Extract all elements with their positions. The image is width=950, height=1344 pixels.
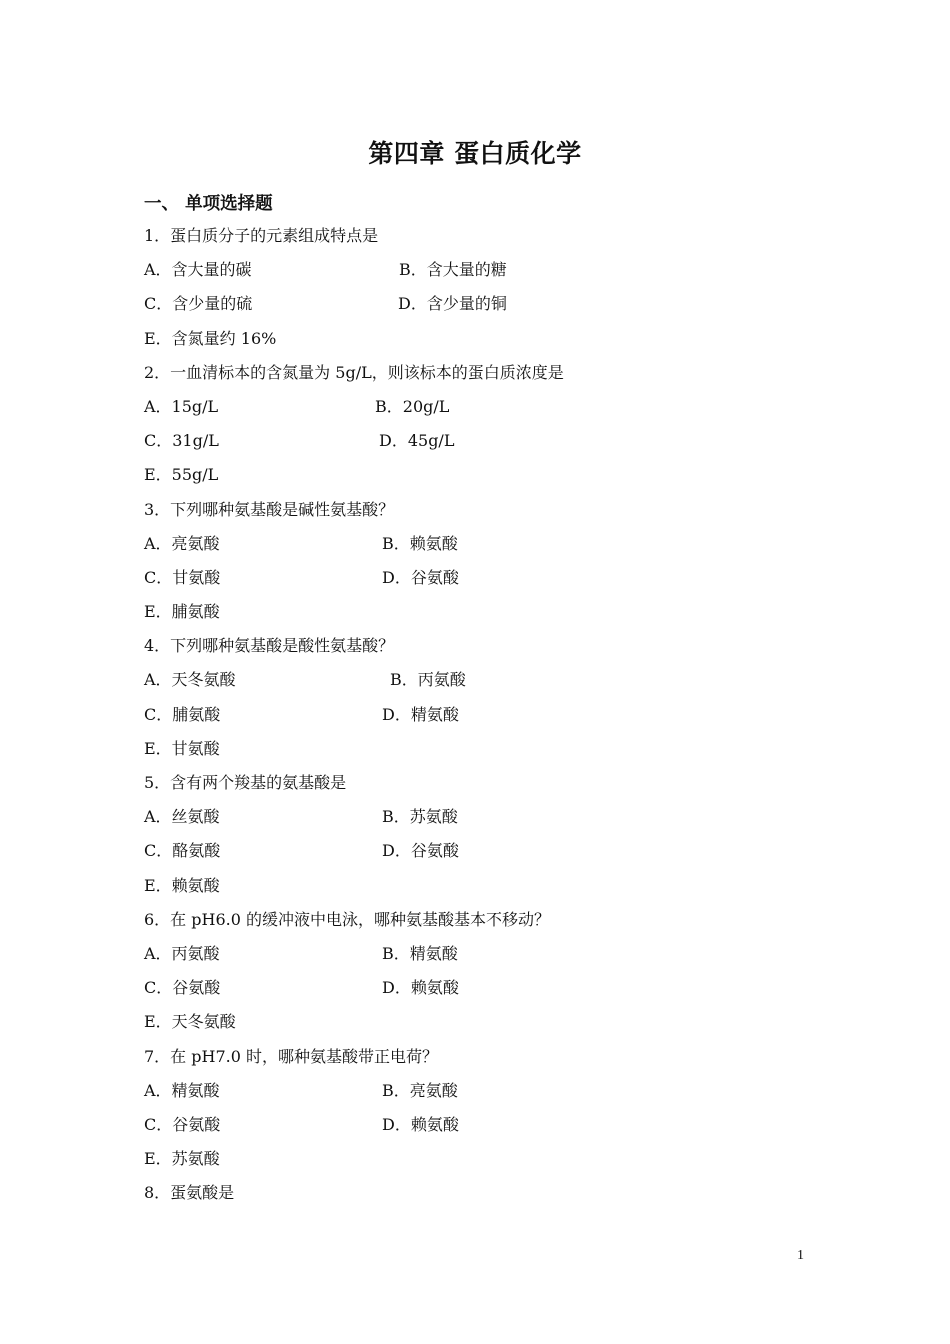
option-text: A．亮氨酸 <box>144 533 220 553</box>
option-text: A．精氨酸 <box>144 1080 220 1100</box>
option-text: B．20g/L <box>375 396 450 416</box>
question-stem <box>144 1047 844 1081</box>
option-text: E．55g/L <box>144 465 219 485</box>
question-list <box>144 226 844 1217</box>
option-text: A．丝氨酸 <box>144 807 220 827</box>
question-stem <box>144 500 844 534</box>
option-row <box>144 670 844 704</box>
option-text: C．谷氨酸 <box>144 1114 221 1134</box>
option-text: B．丙氨酸 <box>390 670 466 690</box>
option-row <box>144 705 844 739</box>
option-row <box>144 329 844 363</box>
question-text: 5．含有两个羧基的氨基酸是 <box>144 773 347 792</box>
question-stem <box>144 773 844 807</box>
option-text: E．赖氨酸 <box>144 875 220 895</box>
option-row <box>144 876 844 910</box>
option-text: C．谷氨酸 <box>144 978 221 998</box>
question-text: 7．在 pH7.0 时，哪种氨基酸带正电荷？ <box>144 1046 438 1066</box>
option-text: D．精氨酸 <box>382 704 459 724</box>
option-text: B．苏氨酸 <box>382 807 458 827</box>
page-number: 1 <box>797 1248 804 1263</box>
option-text: E．含氮量约 16% <box>144 328 277 348</box>
option-row <box>144 739 844 773</box>
question-stem <box>144 1183 844 1217</box>
question-text: 8．蛋氨酸是 <box>144 1183 235 1203</box>
option-text: D．赖氨酸 <box>382 1114 459 1134</box>
option-text: B．亮氨酸 <box>382 1080 458 1100</box>
question-text: 2．一血清标本的含氮量为 5g/L，则该标本的蛋白质浓度是 <box>144 362 564 382</box>
option-row <box>144 1012 844 1046</box>
option-text: D．45g/L <box>379 431 455 451</box>
section-heading: 一、 单项选择题 <box>144 194 273 214</box>
question-text: 4．下列哪种氨基酸是酸性氨基酸？ <box>144 636 395 656</box>
option-row <box>144 1115 844 1149</box>
option-text: B．含大量的糖 <box>399 260 507 280</box>
option-text: D．谷氨酸 <box>382 567 459 587</box>
option-row <box>144 1149 844 1183</box>
option-text: C．含少量的硫 <box>144 294 253 314</box>
option-text: D．赖氨酸 <box>382 978 459 998</box>
option-text: C．酪氨酸 <box>144 841 221 861</box>
question-stem <box>144 636 844 670</box>
option-row <box>144 568 844 602</box>
option-text: C．甘氨酸 <box>144 567 221 587</box>
option-text: C．31g/L <box>144 431 219 451</box>
option-text: D．含少量的铜 <box>398 294 507 314</box>
question-text: 6．在 pH6.0 的缓冲液中电泳，哪种氨基酸基本不移动？ <box>144 909 550 929</box>
option-text: E．天冬氨酸 <box>144 1012 236 1032</box>
option-row <box>144 841 844 875</box>
option-row <box>144 431 844 465</box>
option-text: C．脯氨酸 <box>144 704 221 724</box>
option-row <box>144 534 844 568</box>
option-row <box>144 465 844 499</box>
question-stem <box>144 910 844 944</box>
question-stem <box>144 363 844 397</box>
option-text: E．苏氨酸 <box>144 1149 220 1169</box>
option-row <box>144 397 844 431</box>
option-row <box>144 602 844 636</box>
option-row <box>144 978 844 1012</box>
question-text: 1．蛋白质分子的元素组成特点是 <box>144 226 379 245</box>
option-text: A．含大量的碳 <box>144 260 252 280</box>
option-text: E．脯氨酸 <box>144 602 220 622</box>
question-stem <box>144 226 844 260</box>
option-row <box>144 1081 844 1115</box>
option-text: D．谷氨酸 <box>382 841 459 861</box>
chapter-title: 第四章 蛋白质化学 <box>368 139 582 168</box>
option-row <box>144 807 844 841</box>
option-text: E．甘氨酸 <box>144 738 220 758</box>
option-row <box>144 260 844 294</box>
option-text: A．丙氨酸 <box>144 943 220 963</box>
option-text: A．天冬氨酸 <box>144 670 236 690</box>
question-text: 3．下列哪种氨基酸是碱性氨基酸？ <box>144 499 395 519</box>
option-text: B．赖氨酸 <box>382 533 458 553</box>
option-row <box>144 944 844 978</box>
option-text: A．15g/L <box>144 396 219 416</box>
option-row <box>144 294 844 328</box>
option-text: B．精氨酸 <box>382 943 458 963</box>
